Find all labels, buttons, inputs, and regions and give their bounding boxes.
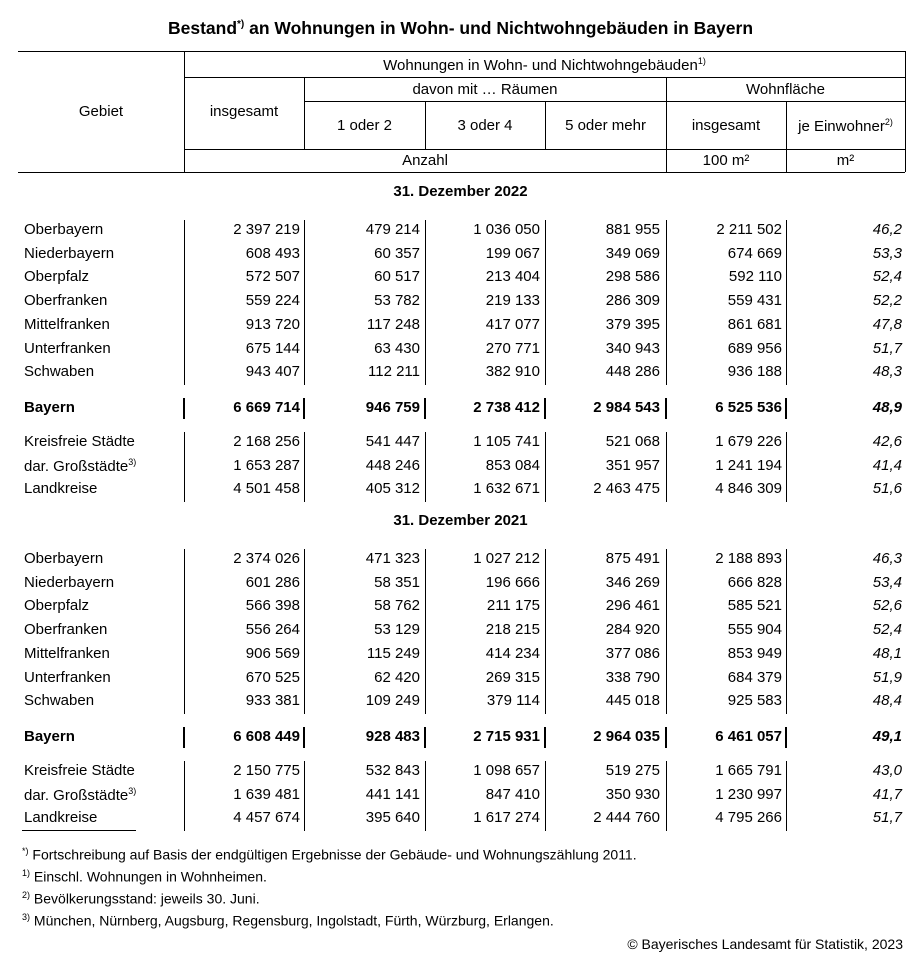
header-1-oder-2: 1 oder 2 [336, 117, 393, 134]
cell-c2: 448 246 [365, 456, 420, 474]
cell-c1: 913 720 [245, 315, 300, 333]
cell-c5: 925 583 [727, 692, 782, 710]
cell-c2: 395 640 [365, 809, 420, 827]
cell-c4: 519 275 [605, 761, 660, 779]
cell-c6: 41,7 [872, 785, 902, 803]
cell-c1: 2 150 775 [233, 761, 300, 779]
column-separator [666, 432, 667, 502]
column-separator [785, 727, 787, 748]
cell-c1: 1 653 287 [233, 456, 300, 474]
column-separator [666, 761, 667, 831]
row-label: Niederbayern [24, 244, 115, 262]
column-separator [184, 549, 185, 714]
cell-c2: 541 447 [365, 432, 420, 450]
column-separator [184, 761, 185, 831]
cell-c6: 53,3 [872, 244, 902, 262]
column-separator [665, 398, 667, 419]
cell-c3: 1 632 671 [473, 480, 540, 498]
column-separator [786, 549, 787, 714]
cell-c4: 2 444 760 [593, 809, 660, 827]
cell-c3: 847 410 [485, 785, 540, 803]
footnote: $^{2)}$ Bevölkerungsstand: jeweils 30. Juni. [22, 890, 260, 907]
cell-c1: 2 397 219 [233, 221, 300, 238]
footnote: *) Fortschreibung auf Basis der endgültigen Ergebnisse der Gebäude- und Wohnungszählung 2011. [22, 846, 637, 863]
column-separator [304, 432, 305, 502]
cell-c1: 906 569 [245, 644, 300, 662]
cell-c2: 58 762 [374, 597, 420, 615]
column-separator [786, 761, 787, 831]
row-label: Oberbayern [24, 550, 104, 567]
cell-c5: 674 669 [727, 244, 782, 262]
table-row [0, 784, 921, 806]
cell-c6: 47,8 [872, 315, 902, 333]
cell-c4: 349 069 [605, 244, 660, 262]
table-row [0, 667, 921, 689]
cell-c4: 2 463 475 [593, 480, 660, 498]
row-label: dar. Großstädte$^{3)}$ [24, 456, 137, 475]
cell-c4: 286 309 [605, 292, 660, 310]
cell-c5: 585 521 [727, 597, 782, 615]
cell-c6: 46,3 [872, 550, 902, 567]
row-label: Bayern [24, 727, 75, 745]
cell-c5: 555 904 [727, 621, 782, 639]
column-separator [786, 432, 787, 502]
cell-c4: 296 461 [605, 597, 660, 615]
cell-c4: 448 286 [605, 363, 660, 381]
total-row [0, 726, 921, 748]
cell-c5: 4 846 309 [715, 480, 782, 498]
cell-c1: 675 144 [245, 339, 300, 357]
cell-c1: 943 407 [245, 363, 300, 381]
unit-anzahl: Anzahl [402, 152, 448, 169]
cell-c4: 350 930 [605, 785, 660, 803]
cell-c3: 1 098 657 [473, 761, 540, 779]
header-5-oder-mehr: 5 oder mehr [565, 117, 646, 134]
cell-c6: 42,6 [872, 432, 902, 450]
column-separator [425, 549, 426, 714]
column-separator [304, 549, 305, 714]
cell-c3: 1 617 274 [473, 809, 540, 827]
cell-c4: 346 269 [605, 573, 660, 591]
cell-c3: 1 036 050 [473, 221, 540, 238]
cell-c3: 853 084 [485, 456, 540, 474]
cell-c6: 51,9 [872, 668, 902, 686]
row-label: dar. Großstädte$^{3)}$ [24, 785, 137, 804]
cell-c6: 52,4 [872, 621, 902, 639]
cell-c5: 1 665 791 [715, 761, 782, 779]
header-davon-raeumen: davon mit … Räumen [412, 81, 558, 98]
column-separator [424, 727, 426, 748]
row-label: Mittelfranken [24, 644, 110, 662]
row-label: Oberpfalz [24, 268, 90, 286]
cell-c4: 338 790 [605, 668, 660, 686]
table-row [0, 361, 921, 383]
cell-c5: 6 525 536 [715, 398, 782, 416]
cell-c5: 1 230 997 [715, 785, 782, 803]
table-row [0, 690, 921, 712]
cell-c5: 2 188 893 [715, 550, 782, 567]
column-separator [184, 432, 185, 502]
table-row [0, 338, 921, 360]
cell-c2: 117 248 [366, 315, 420, 333]
row-label: Unterfranken [24, 668, 111, 686]
cell-c2: 471 323 [365, 550, 420, 567]
unit-100m2: 100 m² [702, 152, 750, 169]
cell-c1: 559 224 [245, 292, 300, 310]
cell-c6: 41,4 [872, 456, 902, 474]
table-row [0, 314, 921, 336]
cell-c5: 853 949 [727, 644, 782, 662]
cell-c6: 46,2 [872, 221, 902, 238]
cell-c6: 51,7 [872, 809, 902, 827]
section-heading: 31. Dezember 2021 [393, 512, 528, 529]
cell-c2: 441 141 [365, 785, 420, 803]
row-label: Bayern [24, 398, 75, 416]
table-row [0, 478, 921, 500]
cell-c3: 218 215 [485, 621, 540, 639]
page-title: Bestand*) an Wohnungen in Wohn- und Nichtwohngebäuden in Bayern [167, 18, 754, 38]
column-separator [665, 727, 667, 748]
row-label: Oberpfalz [24, 597, 90, 615]
cell-c6: 52,4 [872, 268, 902, 286]
header-wohnungen-group: Wohnungen in Wohn- und Nichtwohngebäuden$^{1)}$ [383, 56, 706, 74]
column-separator [425, 761, 426, 831]
cell-c5: 861 681 [727, 315, 782, 333]
cell-c6: 49,1 [872, 727, 902, 745]
cell-c4: 377 086 [605, 644, 660, 662]
cell-c3: 270 771 [485, 339, 540, 357]
cell-c5: 666 828 [727, 573, 782, 591]
cell-c3: 2 738 412 [473, 398, 540, 416]
column-separator [424, 398, 426, 419]
cell-c3: 199 067 [485, 244, 540, 262]
table-row [0, 455, 921, 477]
unit-m2: m² [836, 152, 855, 169]
header-wf-insgesamt: insgesamt [691, 117, 761, 134]
column-separator [184, 220, 185, 385]
table-row [0, 595, 921, 617]
cell-c2: 109 249 [365, 692, 420, 710]
cell-c3: 1 105 741 [473, 432, 540, 450]
cell-c2: 946 759 [365, 398, 420, 416]
cell-c2: 62 420 [374, 668, 420, 686]
cell-c6: 52,2 [872, 292, 902, 310]
cell-c3: 196 666 [485, 573, 540, 591]
cell-c6: 43,0 [872, 761, 902, 779]
cell-c5: 6 461 057 [715, 727, 782, 745]
column-separator [183, 398, 185, 419]
cell-c4: 298 586 [605, 268, 660, 286]
row-label: Mittelfranken [24, 315, 110, 333]
cell-c3: 414 234 [485, 644, 540, 662]
table-row [0, 760, 921, 782]
row-label: Oberbayern [24, 221, 104, 238]
column-separator [304, 761, 305, 831]
cell-c6: 48,3 [872, 363, 902, 381]
cell-c5: 2 211 502 [716, 221, 782, 238]
column-separator [545, 220, 546, 385]
cell-c4: 2 984 543 [593, 398, 660, 416]
cell-c5: 1 241 194 [715, 456, 782, 474]
cell-c5: 592 110 [728, 268, 782, 286]
cell-c1: 4 457 674 [233, 809, 300, 827]
column-separator [425, 432, 426, 502]
table-row [0, 807, 921, 829]
cell-c1: 6 608 449 [233, 727, 300, 745]
cell-c2: 53 129 [374, 621, 420, 639]
column-separator [544, 727, 546, 748]
column-separator [183, 727, 185, 748]
cell-c1: 556 264 [245, 621, 300, 639]
table-row [0, 619, 921, 641]
cell-c3: 213 404 [485, 268, 540, 286]
cell-c6: 48,4 [872, 692, 902, 710]
cell-c1: 1 639 481 [233, 785, 300, 803]
column-separator [666, 549, 667, 714]
cell-c6: 52,6 [872, 597, 902, 615]
cell-c4: 2 964 035 [593, 727, 660, 745]
cell-c3: 2 715 931 [473, 727, 540, 745]
footnote: $^{3)}$ München, Nürnberg, Augsburg, Regensburg, Ingolstadt, Fürth, Würzburg, Erlangen. [22, 912, 554, 929]
cell-c3: 219 133 [485, 292, 540, 310]
column-separator [544, 398, 546, 419]
cell-c5: 1 679 226 [715, 432, 782, 450]
cell-c1: 608 493 [245, 244, 300, 262]
row-label: Oberfranken [24, 621, 108, 639]
row-label: Schwaben [24, 363, 95, 381]
column-separator [666, 220, 667, 385]
cell-c3: 211 175 [486, 597, 540, 615]
column-separator [304, 220, 305, 385]
column-separator [303, 398, 305, 419]
cell-c3: 1 027 212 [473, 550, 540, 567]
header-je-einwohner: je Einwohner$^{2)}$ [798, 117, 893, 135]
cell-c4: 521 068 [605, 432, 660, 450]
row-label: Schwaben [24, 692, 95, 710]
column-separator [786, 220, 787, 385]
row-label: Landkreise [24, 809, 98, 827]
cell-c2: 60 357 [374, 244, 420, 262]
cell-c1: 572 507 [245, 268, 300, 286]
cell-c4: 875 491 [605, 550, 660, 567]
row-label: Kreisfreie Städte [24, 432, 135, 450]
row-label: Oberfranken [24, 292, 108, 310]
footnote: $^{1)}$ Einschl. Wohnungen in Wohnheimen. [22, 868, 267, 885]
cell-c5: 4 795 266 [715, 809, 782, 827]
cell-c2: 63 430 [374, 339, 420, 357]
cell-c1: 670 525 [245, 668, 300, 686]
total-row [0, 397, 921, 419]
cell-c4: 379 395 [605, 315, 660, 333]
column-separator [545, 432, 546, 502]
cell-c2: 60 517 [374, 268, 420, 286]
cell-c2: 112 211 [368, 363, 420, 381]
cell-c1: 2 168 256 [233, 432, 300, 450]
column-separator [785, 398, 787, 419]
cell-c5: 684 379 [727, 668, 782, 686]
table-end-rule [22, 830, 136, 831]
column-separator [545, 549, 546, 714]
copyright: © Bayerisches Landesamt für Statistik, 2023 [627, 936, 903, 952]
cell-c5: 689 956 [727, 339, 782, 357]
cell-c2: 115 249 [366, 644, 420, 662]
header-wohnflaeche: Wohnfläche [746, 81, 825, 98]
column-separator [425, 220, 426, 385]
row-label: Unterfranken [24, 339, 111, 357]
cell-c1: 2 374 026 [233, 550, 300, 567]
cell-c2: 479 214 [365, 221, 420, 238]
cell-c1: 601 286 [245, 573, 300, 591]
cell-c4: 351 957 [605, 456, 660, 474]
header-3-oder-4: 3 oder 4 [457, 117, 513, 134]
cell-c4: 881 955 [605, 221, 660, 238]
cell-c6: 51,7 [872, 339, 902, 357]
cell-c1: 933 381 [245, 692, 300, 710]
column-separator [545, 761, 546, 831]
cell-c3: 382 910 [485, 363, 540, 381]
header-gebiet: Gebiet [78, 103, 124, 120]
row-label: Kreisfreie Städte [24, 761, 135, 779]
cell-c2: 53 782 [374, 292, 420, 310]
table-row [0, 219, 921, 241]
cell-c4: 284 920 [605, 621, 660, 639]
cell-c4: 445 018 [605, 692, 660, 710]
cell-c5: 936 188 [727, 363, 782, 381]
table-row [0, 431, 921, 453]
row-label: Niederbayern [24, 573, 115, 591]
cell-c2: 928 483 [365, 727, 420, 745]
cell-c2: 58 351 [374, 573, 420, 591]
cell-c5: 559 431 [727, 292, 782, 310]
cell-c3: 417 077 [485, 315, 540, 333]
table-row [0, 290, 921, 312]
table-row [0, 266, 921, 288]
cell-c3: 379 114 [486, 692, 540, 710]
row-label: Landkreise [24, 480, 98, 498]
table-row [0, 572, 921, 594]
cell-c6: 48,1 [872, 644, 902, 662]
section-heading: 31. Dezember 2022 [393, 183, 528, 200]
cell-c4: 340 943 [605, 339, 660, 357]
cell-c6: 51,6 [872, 480, 902, 498]
column-separator [303, 727, 305, 748]
table-row [0, 243, 921, 265]
table-row [0, 643, 921, 665]
cell-c1: 566 398 [245, 597, 300, 615]
header-insgesamt: insgesamt [209, 103, 279, 120]
cell-c3: 269 315 [485, 668, 540, 686]
cell-c6: 48,9 [872, 398, 902, 416]
table-row [0, 548, 921, 570]
cell-c1: 6 669 714 [233, 398, 300, 416]
cell-c6: 53,4 [872, 573, 902, 591]
cell-c2: 405 312 [365, 480, 420, 498]
cell-c2: 532 843 [365, 761, 420, 779]
cell-c1: 4 501 458 [233, 480, 300, 498]
